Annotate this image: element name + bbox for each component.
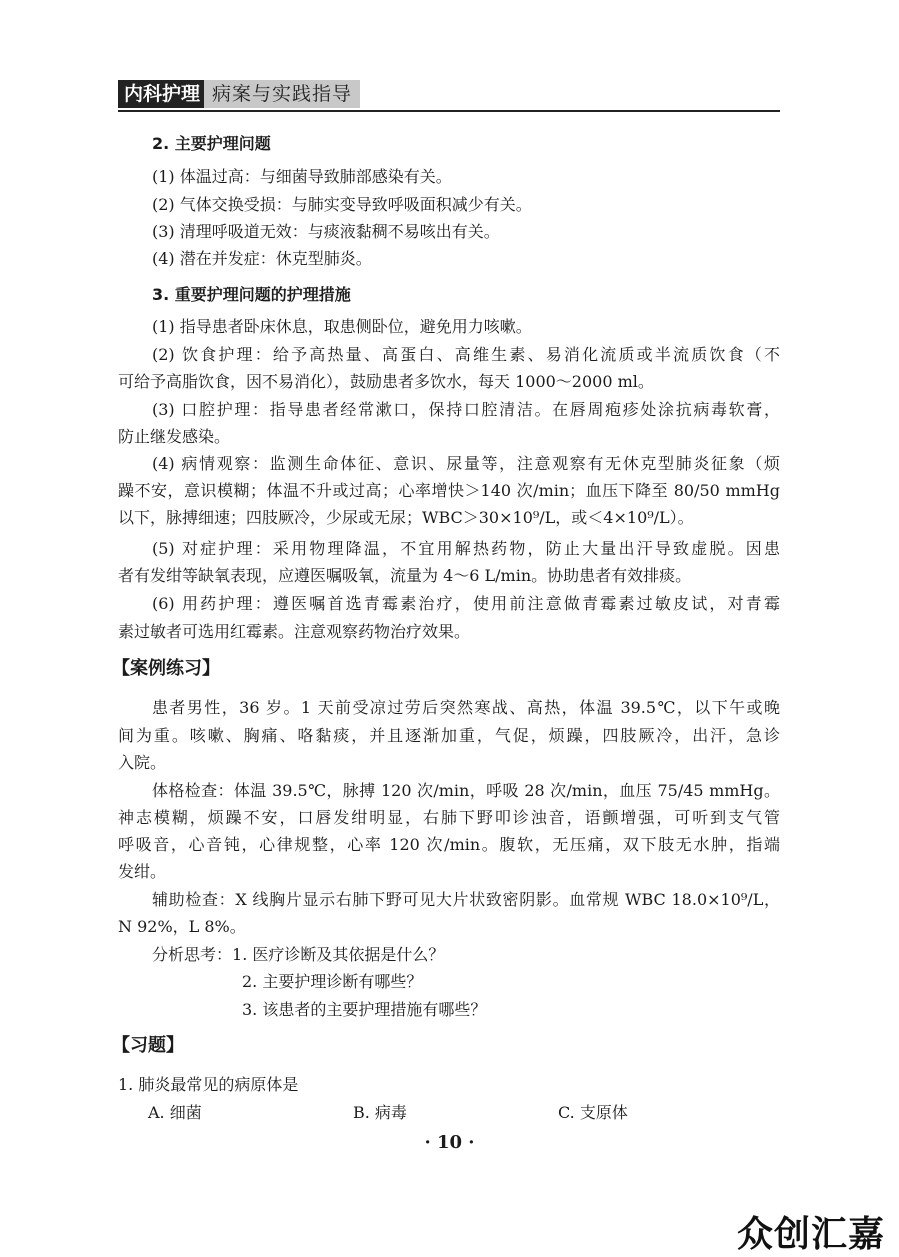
case-line: 间为重。咳嗽、胸痛、咯黏痰，并且逐渐加重，气促，烦躁，四肢厥冷，出汗，急诊 bbox=[118, 726, 780, 745]
analysis-question: 2. 主要护理诊断有哪些？ bbox=[242, 972, 423, 991]
option-a: A. 细菌 bbox=[148, 1103, 202, 1122]
measure-line: (3) 口腔护理：指导患者经常漱口，保持口腔清洁。在唇周疱疹处涂抗病毒软膏， bbox=[152, 400, 780, 419]
measure-line: (1) 指导患者卧床休息，取患侧卧位，避免用力咳嗽。 bbox=[152, 317, 532, 336]
section-heading-case-practice: 【案例练习】 bbox=[112, 658, 220, 679]
section-heading-measures: 3. 重要护理问题的护理措施 bbox=[152, 285, 351, 304]
measure-line: (4) 病情观察：监测生命体征、意识、尿量等，注意观察有无休克型肺炎征象（烦 bbox=[152, 454, 780, 473]
case-line: N 92%，L 8%。 bbox=[118, 917, 246, 936]
measure-line: (5) 对症护理：采用物理降温，不宜用解热药物，防止大量出汗导致虚脱。因患 bbox=[152, 539, 780, 558]
measure-line: 素过敏者可选用红霉素。注意观察药物治疗效果。 bbox=[118, 622, 471, 641]
measure-line: 者有发绀等缺氧表现，应遵医嘱吸氧，流量为 4～6 L/min。协助患者有效排痰。 bbox=[118, 566, 692, 585]
running-header bbox=[118, 80, 780, 112]
analysis-question: 3. 该患者的主要护理措施有哪些？ bbox=[242, 1000, 487, 1019]
page-number: · 10 · bbox=[424, 1132, 475, 1153]
analysis-question-row bbox=[118, 941, 780, 969]
book-subtitle: 病案与实践指导 bbox=[204, 80, 360, 108]
case-line: 发绀。 bbox=[118, 862, 167, 881]
exercise-question: 1. 肺炎最常见的病原体是 bbox=[118, 1075, 299, 1094]
problem-item: (1) 体温过高：与细菌导致肺部感染有关。 bbox=[152, 167, 452, 186]
problem-item: (3) 清理呼吸道无效：与痰液黏稠不易咳出有关。 bbox=[152, 222, 500, 241]
measure-line: 可给予高脂饮食，因不易消化），鼓励患者多饮水，每天 1000～2000 ml。 bbox=[118, 372, 654, 391]
case-line: 入院。 bbox=[118, 753, 167, 772]
measure-line: 以下，脉搏细速；四肢厥冷，少尿或无尿；WBC＞30×10⁹/L，或＜4×10⁹/L）。 bbox=[118, 508, 694, 527]
measure-line: (6) 用药护理：遵医嘱首选青霉素治疗，使用前注意做青霉素过敏皮试，对青霉 bbox=[152, 594, 780, 613]
option-b: B. 病毒 bbox=[353, 1103, 407, 1122]
measure-line: 防止继发感染。 bbox=[118, 427, 231, 446]
option-c: C. 支原体 bbox=[558, 1103, 628, 1122]
analysis-question: 1. 医疗诊断及其依据是什么？ bbox=[232, 945, 445, 964]
measure-line: 躁不安，意识模糊；体温不升或过高；心率增快＞140 次/min；血压下降至 80/50 mmHg bbox=[118, 481, 780, 500]
measure-line: (2) 饮食护理：给予高热量、高蛋白、高维生素、易消化流质或半流质饮食（不 bbox=[152, 345, 780, 364]
case-line: 体格检查：体温 39.5℃，脉搏 120 次/min，呼吸 28 次/min，血压 75/45 mmHg。 bbox=[152, 781, 780, 800]
problem-item: (4) 潜在并发症：休克型肺炎。 bbox=[152, 249, 372, 268]
problem-item: (2) 气体交换受损：与肺实变导致呼吸面积减少有关。 bbox=[152, 195, 532, 214]
book-series-tag: 内科护理 bbox=[118, 80, 206, 108]
case-line: 患者男性，36 岁。1 天前受凉过劳后突然寒战、高热，体温 39.5℃，以下午或晚 bbox=[152, 698, 780, 717]
exercise-options bbox=[148, 1099, 668, 1127]
case-line: 神志模糊，烦躁不安，口唇发绀明显，右肺下野叩诊浊音，语颤增强，可听到支气管 bbox=[118, 808, 780, 827]
case-line: 呼吸音，心音钝，心律规整，心率 120 次/min。腹软，无压痛，双下肢无水肿，指端 bbox=[118, 835, 780, 854]
analysis-label: 分析思考： bbox=[152, 945, 233, 964]
watermark-logo: 众创汇嘉 bbox=[736, 1214, 885, 1255]
section-heading-problems: 2. 主要护理问题 bbox=[152, 134, 271, 153]
case-line: 辅助检查：X 线胸片显示右肺下野可见大片状致密阴影。血常规 WBC 18.0×10⁹/L， bbox=[152, 890, 780, 909]
section-heading-exercises: 【习题】 bbox=[112, 1035, 184, 1056]
